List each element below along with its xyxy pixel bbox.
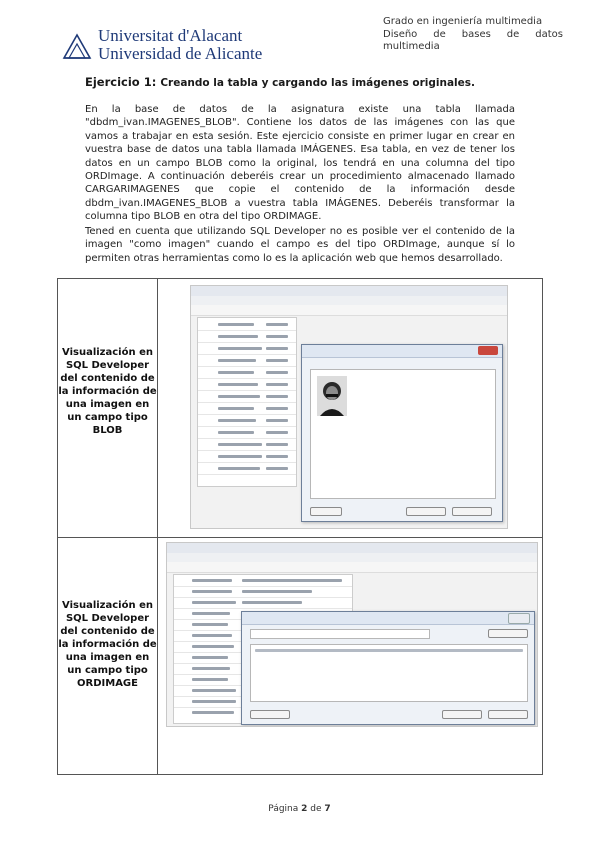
course-header: [383, 16, 563, 54]
ok-button[interactable]: [406, 507, 446, 516]
portrait-thumbnail: [317, 376, 347, 416]
formatter-button[interactable]: [488, 629, 528, 638]
figure-table: [57, 278, 543, 775]
cancel-button[interactable]: [488, 710, 528, 719]
paragraph-intro: En la base de datos de la asignatura existe una tabla llamada "dbdm_ivan.IMAGENES_BLOB". Contiene los datos de las imágenes con las que vamos a trabajar en esta sesión. Este ejercicio consiste en primer lugar en crear en vuestra base de datos una tabla llamada IMÁGENES. Esa tabla, en vez de tener los datos en un campo BLOB como la original, los tendrá en una columna del tipo ORDImage. A continuación deberéis crear un procedimiento almacenado llamado CARGARIMAGENES que copie el contenido de la información desde dbdm_ivan.IMAGENES_BLOB a vuestra tabla IMÁGENES. Deberéis transformar la columna tipo BLOB en otra del tipo ORDIMAGE.: [85, 104, 515, 223]
exercise-number: Ejercicio 1:: [85, 75, 157, 89]
ok-button[interactable]: [442, 710, 482, 719]
university-logo-icon: [62, 32, 92, 60]
dialog-titlebar: [242, 612, 534, 625]
dialog-titlebar: [302, 345, 502, 358]
page-number: 2: [301, 804, 308, 814]
of-word: de: [310, 804, 322, 814]
screenshot-blob-view: [190, 285, 508, 529]
exercise-title-text: Creando la tabla y cargando las imágenes originales.: [160, 77, 475, 89]
grid-toolbar: [191, 305, 507, 316]
exercise-title: [85, 75, 475, 89]
edit-value-dialog: [301, 344, 503, 522]
close-icon[interactable]: [478, 346, 498, 355]
image-preview-pane: [310, 369, 496, 499]
formatter-select[interactable]: [250, 629, 430, 639]
grid-toolbar: [167, 562, 537, 573]
row-label-blob: Visualización en SQL Developer del contenido de la información de una imagen en un campo tipo BLOB: [58, 347, 157, 436]
value-text-pane[interactable]: [250, 644, 528, 702]
paragraph-note: Tened en cuenta que utilizando SQL Developer no es posible ver el contenido de la imagen "como imagen" cuando el campo es del tipo ORDImage, aunque sí lo permiten otras herramientas como lo es la aplicación web que hemos desarrollado.: [85, 226, 515, 264]
screenshot-ordimage-view: [166, 542, 538, 727]
page-word: Página: [268, 804, 299, 814]
results-grid: [197, 317, 297, 487]
course-line-2: Diseño de bases de datos: [383, 28, 563, 40]
university-name-ca: Universitat d'Alacant: [98, 26, 243, 45]
help-button[interactable]: [250, 710, 290, 719]
table-column-divider: [157, 279, 158, 774]
help-button[interactable]: [310, 507, 342, 516]
page-footer: [0, 804, 599, 814]
cancel-button[interactable]: [452, 507, 492, 516]
edit-value-dialog: [241, 611, 535, 725]
course-line-3: multimedia: [383, 41, 440, 52]
close-icon[interactable]: [508, 613, 530, 624]
university-name-es: Universidad de Alicante: [98, 44, 263, 63]
total-pages: 7: [324, 804, 331, 814]
course-line-1: Grado en ingeniería multimedia: [383, 16, 543, 27]
row-label-ordimage: Visualización en SQL Developer del contenido de la información de una imagen en un campo tipo ORDIMAGE: [58, 600, 157, 689]
table-row-divider: [58, 537, 542, 538]
